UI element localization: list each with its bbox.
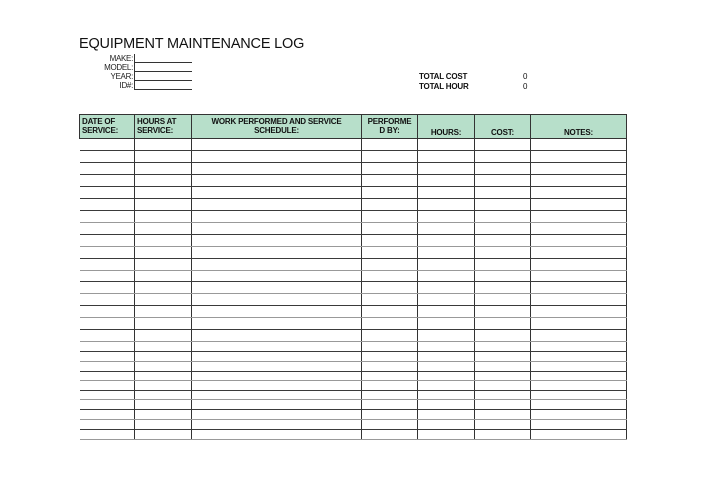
- maintenance-log-table: [79, 114, 627, 440]
- table-row: [80, 342, 627, 352]
- header-line: HOURS AT: [137, 117, 177, 126]
- table-cell[interactable]: [531, 223, 627, 235]
- table-cell[interactable]: [192, 199, 362, 211]
- column-header-notes: [531, 115, 627, 139]
- table-cell[interactable]: [135, 199, 192, 211]
- column-header-hours-at-service: [135, 115, 192, 139]
- table-cell[interactable]: [531, 175, 627, 187]
- table-cell[interactable]: [80, 199, 135, 211]
- table-cell[interactable]: [475, 294, 531, 306]
- table-cell[interactable]: [475, 381, 531, 391]
- table-cell[interactable]: [475, 163, 531, 175]
- table-row: [80, 199, 627, 211]
- table-cell[interactable]: [135, 151, 192, 163]
- table-cell[interactable]: [192, 430, 362, 440]
- table-row: [80, 211, 627, 223]
- table-cell[interactable]: [135, 282, 192, 294]
- table-cell[interactable]: [192, 211, 362, 223]
- table-cell[interactable]: [531, 400, 627, 410]
- table-cell[interactable]: [192, 247, 362, 259]
- table-cell[interactable]: [475, 318, 531, 330]
- table-cell[interactable]: [418, 259, 475, 271]
- column-header-work-performed: [192, 115, 362, 139]
- table-cell[interactable]: [531, 139, 627, 151]
- table-cell[interactable]: [192, 139, 362, 151]
- table-cell[interactable]: [362, 306, 418, 318]
- table-cell[interactable]: [475, 259, 531, 271]
- table-cell[interactable]: [362, 391, 418, 400]
- model-label: MODEL:: [104, 63, 133, 72]
- table-cell[interactable]: [80, 372, 135, 381]
- table-cell[interactable]: [475, 271, 531, 282]
- table-cell[interactable]: [192, 294, 362, 306]
- table-cell[interactable]: [192, 362, 362, 372]
- header-line: WORK PERFORMED AND SERVICE: [211, 117, 342, 126]
- model-field[interactable]: [134, 63, 192, 72]
- table-cell[interactable]: [362, 247, 418, 259]
- table-cell[interactable]: [80, 163, 135, 175]
- table-cell[interactable]: [418, 420, 475, 430]
- id-label: ID#:: [119, 81, 133, 90]
- table-cell[interactable]: [531, 247, 627, 259]
- table-cell[interactable]: [418, 400, 475, 410]
- table-cell[interactable]: [362, 199, 418, 211]
- table-cell[interactable]: [418, 139, 475, 151]
- table-cell[interactable]: [475, 151, 531, 163]
- table-cell[interactable]: [531, 318, 627, 330]
- table-cell[interactable]: [475, 372, 531, 381]
- table-cell[interactable]: [135, 420, 192, 430]
- table-cell[interactable]: [135, 187, 192, 199]
- table-cell[interactable]: [475, 223, 531, 235]
- table-cell[interactable]: [80, 391, 135, 400]
- table-cell[interactable]: [80, 282, 135, 294]
- total-cost-label: TOTAL COST: [419, 72, 468, 81]
- table-cell[interactable]: [475, 199, 531, 211]
- table-cell[interactable]: [192, 410, 362, 420]
- table-cell[interactable]: [418, 410, 475, 420]
- table-cell[interactable]: [192, 282, 362, 294]
- table-cell[interactable]: [418, 271, 475, 282]
- table-cell[interactable]: [362, 330, 418, 342]
- table-cell[interactable]: [531, 187, 627, 199]
- table-cell[interactable]: [418, 175, 475, 187]
- make-label: MAKE:: [109, 54, 133, 63]
- table-cell[interactable]: [362, 175, 418, 187]
- header-line: SERVICE:: [82, 126, 119, 135]
- table-cell[interactable]: [362, 400, 418, 410]
- column-header-date: [80, 115, 135, 139]
- table-cell[interactable]: [362, 362, 418, 372]
- table-cell[interactable]: [475, 139, 531, 151]
- id-row: [80, 81, 192, 90]
- table-cell[interactable]: [475, 391, 531, 400]
- page-title: EQUIPMENT MAINTENANCE LOG: [79, 36, 305, 52]
- table-cell[interactable]: [80, 139, 135, 151]
- table-cell[interactable]: [475, 430, 531, 440]
- table-cell[interactable]: [80, 318, 135, 330]
- table-row: [80, 175, 627, 187]
- total-hour-row: [419, 82, 527, 92]
- table-cell[interactable]: [80, 211, 135, 223]
- table-cell[interactable]: [475, 306, 531, 318]
- header-line: SERVICE:: [137, 126, 174, 135]
- header-line: COST:: [490, 128, 514, 137]
- table-cell[interactable]: [135, 247, 192, 259]
- table-cell[interactable]: [531, 306, 627, 318]
- table-cell[interactable]: [135, 410, 192, 420]
- table-cell[interactable]: [418, 330, 475, 342]
- table-row: [80, 151, 627, 163]
- table-cell[interactable]: [192, 271, 362, 282]
- make-row: [80, 54, 192, 63]
- table-cell[interactable]: [418, 235, 475, 247]
- table-cell[interactable]: [362, 187, 418, 199]
- table-cell[interactable]: [362, 235, 418, 247]
- table-cell[interactable]: [135, 175, 192, 187]
- table-row: [80, 282, 627, 294]
- table-cell[interactable]: [475, 330, 531, 342]
- table-cell[interactable]: [80, 381, 135, 391]
- table-cell[interactable]: [135, 318, 192, 330]
- table-cell[interactable]: [362, 420, 418, 430]
- table-cell[interactable]: [475, 400, 531, 410]
- model-row: [80, 63, 192, 72]
- table-cell[interactable]: [531, 381, 627, 391]
- table-cell[interactable]: [362, 223, 418, 235]
- table-row: [80, 420, 627, 430]
- table-cell[interactable]: [362, 139, 418, 151]
- table-cell[interactable]: [418, 187, 475, 199]
- table-cell[interactable]: [418, 294, 475, 306]
- table-cell[interactable]: [362, 294, 418, 306]
- table-row: [80, 318, 627, 330]
- header-line: NOTES:: [563, 128, 594, 137]
- table-cell[interactable]: [192, 175, 362, 187]
- table-cell[interactable]: [80, 271, 135, 282]
- table-cell[interactable]: [418, 223, 475, 235]
- table-cell[interactable]: [135, 271, 192, 282]
- table-cell[interactable]: [192, 391, 362, 400]
- table-header-row: [80, 115, 627, 139]
- table-row: [80, 381, 627, 391]
- table-row: [80, 259, 627, 271]
- table-row: [80, 187, 627, 199]
- table-row: [80, 139, 627, 151]
- table-cell[interactable]: [418, 318, 475, 330]
- table-cell[interactable]: [418, 342, 475, 352]
- table-row: [80, 163, 627, 175]
- table-body: [80, 139, 627, 440]
- header-line: HOURS:: [430, 128, 462, 137]
- table-cell[interactable]: [192, 342, 362, 352]
- table-cell[interactable]: [475, 247, 531, 259]
- header-line: PERFORME: [367, 117, 412, 126]
- table-row: [80, 352, 627, 362]
- table-cell[interactable]: [531, 282, 627, 294]
- table-cell[interactable]: [362, 352, 418, 362]
- table-cell[interactable]: [418, 391, 475, 400]
- header-line: DATE OF: [82, 117, 116, 126]
- table-row: [80, 430, 627, 440]
- table-cell[interactable]: [475, 211, 531, 223]
- table-cell[interactable]: [80, 330, 135, 342]
- total-hour-value: 0: [523, 82, 528, 91]
- table-cell[interactable]: [531, 352, 627, 362]
- header-line: D BY:: [379, 126, 400, 135]
- table-row: [80, 410, 627, 420]
- table-cell[interactable]: [80, 420, 135, 430]
- table-cell[interactable]: [192, 306, 362, 318]
- table-cell[interactable]: [135, 330, 192, 342]
- table-cell[interactable]: [80, 223, 135, 235]
- column-header-performed-by: [362, 115, 418, 139]
- table-cell[interactable]: [362, 318, 418, 330]
- table-cell[interactable]: [192, 187, 362, 199]
- table-cell[interactable]: [531, 235, 627, 247]
- make-field[interactable]: [134, 54, 192, 63]
- table-cell[interactable]: [135, 211, 192, 223]
- table-row: [80, 294, 627, 306]
- year-field[interactable]: [134, 72, 192, 81]
- column-header-hours: [418, 115, 475, 139]
- table-row: [80, 391, 627, 400]
- table-cell[interactable]: [80, 259, 135, 271]
- table-cell[interactable]: [362, 163, 418, 175]
- table-row: [80, 400, 627, 410]
- table-cell[interactable]: [80, 430, 135, 440]
- table-cell[interactable]: [362, 342, 418, 352]
- table-cell[interactable]: [80, 342, 135, 352]
- table-cell[interactable]: [531, 410, 627, 420]
- table-cell[interactable]: [531, 151, 627, 163]
- table-cell[interactable]: [418, 372, 475, 381]
- totals-summary: [419, 72, 527, 92]
- table-cell[interactable]: [362, 259, 418, 271]
- table-cell[interactable]: [80, 175, 135, 187]
- table-cell[interactable]: [531, 211, 627, 223]
- total-hour-label: TOTAL HOUR: [419, 82, 469, 91]
- table-cell[interactable]: [475, 187, 531, 199]
- table-cell[interactable]: [531, 342, 627, 352]
- table-cell[interactable]: [80, 294, 135, 306]
- id-field[interactable]: [134, 81, 192, 90]
- table-cell[interactable]: [192, 235, 362, 247]
- table-cell[interactable]: [362, 430, 418, 440]
- table-cell[interactable]: [475, 282, 531, 294]
- table-cell[interactable]: [192, 381, 362, 391]
- table-cell[interactable]: [135, 372, 192, 381]
- table-cell[interactable]: [475, 410, 531, 420]
- table-cell[interactable]: [475, 362, 531, 372]
- table-row: [80, 271, 627, 282]
- table-cell[interactable]: [418, 151, 475, 163]
- table-cell[interactable]: [418, 199, 475, 211]
- table-cell[interactable]: [80, 247, 135, 259]
- table-cell[interactable]: [475, 352, 531, 362]
- table-cell[interactable]: [418, 211, 475, 223]
- table-cell[interactable]: [418, 306, 475, 318]
- table-cell[interactable]: [135, 362, 192, 372]
- table-row: [80, 247, 627, 259]
- table-cell[interactable]: [192, 400, 362, 410]
- table-cell[interactable]: [135, 400, 192, 410]
- table-cell[interactable]: [192, 352, 362, 362]
- table-row: [80, 223, 627, 235]
- table-cell[interactable]: [362, 381, 418, 391]
- table-cell[interactable]: [192, 372, 362, 381]
- table-cell[interactable]: [192, 163, 362, 175]
- table-cell[interactable]: [531, 271, 627, 282]
- table-cell[interactable]: [362, 372, 418, 381]
- year-row: [80, 72, 192, 81]
- table-cell[interactable]: [80, 187, 135, 199]
- table-cell[interactable]: [135, 391, 192, 400]
- table-cell[interactable]: [80, 151, 135, 163]
- table-cell[interactable]: [418, 282, 475, 294]
- table-cell[interactable]: [80, 400, 135, 410]
- table-cell[interactable]: [418, 362, 475, 372]
- table-cell[interactable]: [475, 342, 531, 352]
- table-cell[interactable]: [135, 223, 192, 235]
- table-cell[interactable]: [531, 430, 627, 440]
- table-cell[interactable]: [531, 362, 627, 372]
- table-cell[interactable]: [531, 372, 627, 381]
- table-cell[interactable]: [475, 175, 531, 187]
- table-cell[interactable]: [192, 259, 362, 271]
- table-cell[interactable]: [418, 381, 475, 391]
- table-cell[interactable]: [418, 430, 475, 440]
- table-cell[interactable]: [531, 391, 627, 400]
- table-cell[interactable]: [418, 247, 475, 259]
- table-cell[interactable]: [192, 223, 362, 235]
- table-cell[interactable]: [475, 235, 531, 247]
- table-cell[interactable]: [192, 330, 362, 342]
- table-row: [80, 372, 627, 381]
- table-cell[interactable]: [80, 362, 135, 372]
- table-row: [80, 306, 627, 318]
- table-cell[interactable]: [362, 211, 418, 223]
- table-row: [80, 235, 627, 247]
- table-cell[interactable]: [531, 259, 627, 271]
- table-cell[interactable]: [531, 330, 627, 342]
- table-cell[interactable]: [80, 352, 135, 362]
- total-cost-row: [419, 72, 527, 82]
- table-cell[interactable]: [362, 282, 418, 294]
- table-cell[interactable]: [135, 342, 192, 352]
- table-cell[interactable]: [80, 410, 135, 420]
- table-cell[interactable]: [135, 235, 192, 247]
- table-cell[interactable]: [135, 259, 192, 271]
- table-cell[interactable]: [418, 352, 475, 362]
- table-cell[interactable]: [135, 139, 192, 151]
- table-cell[interactable]: [362, 410, 418, 420]
- table-cell[interactable]: [418, 163, 475, 175]
- table-cell[interactable]: [135, 294, 192, 306]
- table-cell[interactable]: [135, 163, 192, 175]
- table-cell[interactable]: [362, 151, 418, 163]
- table-cell[interactable]: [531, 420, 627, 430]
- year-label: YEAR:: [110, 72, 133, 81]
- table-cell[interactable]: [135, 381, 192, 391]
- table-cell[interactable]: [192, 318, 362, 330]
- table-row: [80, 330, 627, 342]
- table-cell[interactable]: [362, 271, 418, 282]
- column-header-cost: [475, 115, 531, 139]
- table-cell[interactable]: [192, 420, 362, 430]
- table-cell[interactable]: [135, 352, 192, 362]
- table-cell[interactable]: [475, 420, 531, 430]
- table-cell[interactable]: [80, 235, 135, 247]
- table-cell[interactable]: [135, 306, 192, 318]
- table-cell[interactable]: [531, 199, 627, 211]
- total-cost-value: 0: [523, 72, 528, 81]
- header-line: SCHEDULE:: [254, 126, 299, 135]
- table-cell[interactable]: [531, 163, 627, 175]
- table-row: [80, 362, 627, 372]
- table-cell[interactable]: [531, 294, 627, 306]
- table-cell[interactable]: [192, 151, 362, 163]
- table-cell[interactable]: [135, 430, 192, 440]
- table-cell[interactable]: [80, 306, 135, 318]
